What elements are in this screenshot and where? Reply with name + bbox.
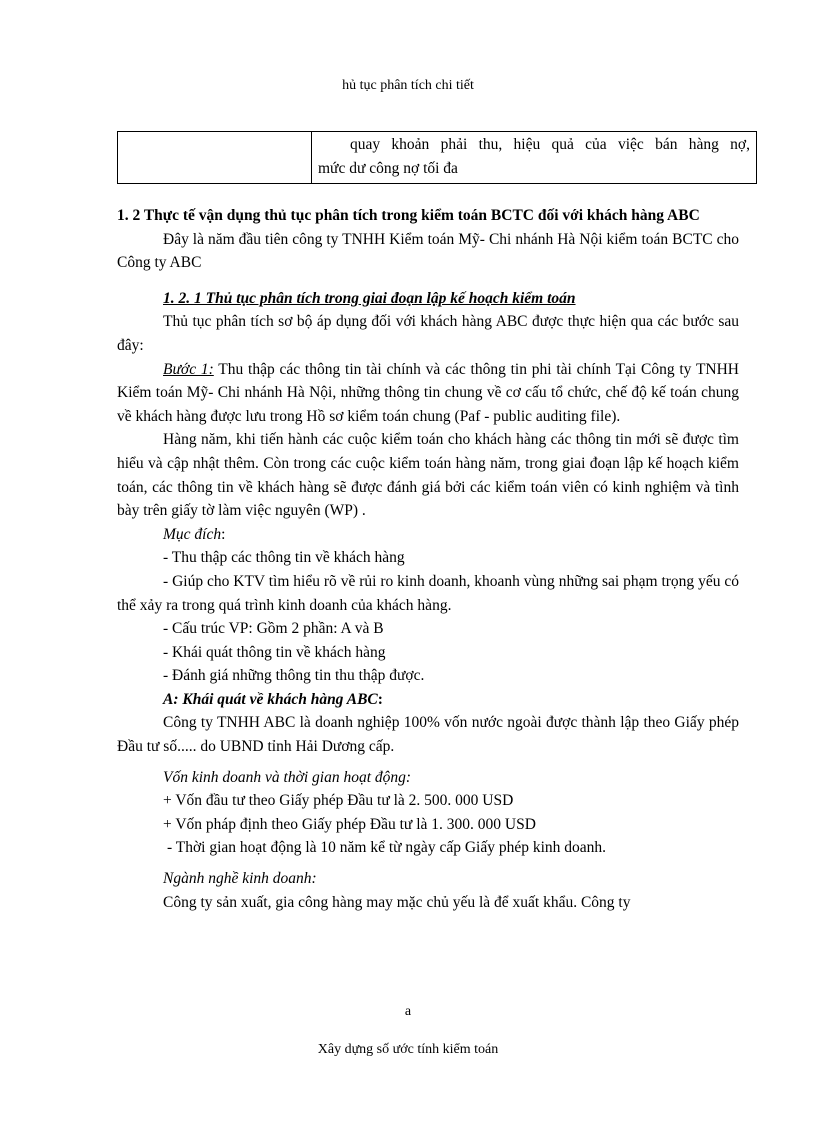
capital-item-1: + Vốn đầu tư theo Giấy phép Đầu tư là 2. 500. 000 USD — [163, 792, 514, 810]
continuation-table — [117, 131, 757, 184]
step-1-paragraph — [117, 358, 739, 429]
section-title-1-2: 1. 2 Thực tế vận dụng thủ tục phân tích trong kiểm toán BCTC đối với khách hàng ABC — [117, 207, 700, 224]
purpose-heading — [117, 523, 739, 547]
step-1-text: Thu thập các thông tin tài chính và các thông tin phi tài chính Tại Công ty TNHH Kiểm toán Mỹ- Chi nhánh Hà Nội, những thông tin chung về cơ cấu tổ chức, chế độ kế toán chung về khách hàng được lưu trong Hồ sơ kiểm toán chung (Paf - public auditing file). — [117, 360, 739, 425]
industry-paragraph: Công ty sản xuất, gia công hàng may mặc chủ yếu là để xuất khẩu. Công ty — [163, 893, 631, 911]
industry-label: Ngành nghề kinh doanh — [163, 870, 312, 888]
step-1-label: Bước 1: — [163, 360, 214, 378]
page-footer: Xây dựng số ước tính kiểm toán — [317, 1042, 499, 1057]
purpose-bullet-5: - Đánh giá những thông tin thu thập được. — [163, 667, 425, 685]
capital-label: Vốn kinh doanh và thời gian hoạt động — [163, 768, 406, 786]
table-cell-empty — [118, 132, 312, 184]
purpose-bullet-2: - Giúp cho KTV tìm hiểu rõ về rủi ro kinh doanh, khoanh vùng những sai phạm trọng yếu có thể xảy ra trong quá trình kinh doanh của khách hàng. — [117, 572, 739, 614]
table-cell-line-2: mức dư công nợ tối đa — [318, 160, 458, 177]
part-a-title: A: Khái quát về khách hàng ABC — [163, 690, 378, 708]
page-header: hủ tục phân tích chi tiết — [342, 78, 474, 93]
part-a-paragraph-1: Công ty TNHH ABC là doanh nghiệp 100% vốn nước ngoài được thành lập theo Giấy phép Đầu tư số..... do UBND tỉnh Hải Dương cấp. — [117, 714, 739, 756]
part-a-heading — [117, 688, 739, 712]
section-title-1-2-1: 1. 2. 1 Thủ tục phân tích trong giai đoạn lập kế hoạch kiểm toán — [163, 289, 576, 307]
table-row — [118, 132, 757, 184]
document-body — [117, 204, 739, 914]
capital-colon: : — [405, 768, 412, 786]
purpose-bullet-1: - Thu thập các thông tin về khách hàng — [163, 549, 405, 567]
purpose-label: Mục đích — [163, 525, 222, 543]
part-a-colon: : — [377, 690, 383, 708]
section-1-2-intro: Đây là năm đầu tiên công ty TNHH Kiểm toán Mỹ- Chi nhánh Hà Nội kiểm toán BCTC cho Công ty ABC — [117, 230, 739, 272]
industry-colon: : — [311, 870, 317, 888]
table-cell-text — [312, 132, 757, 184]
table-cell-line-1: quay khoản phải thu, hiệu quả của việc bán hàng nợ, — [350, 136, 750, 153]
page-mark: a — [404, 1004, 412, 1019]
capital-heading — [117, 766, 739, 790]
capital-item-2: + Vốn pháp định theo Giấy phép Đầu tư là 1. 300. 000 USD — [163, 815, 536, 833]
section-1-2-1-paragraph-1: Thủ tục phân tích sơ bộ áp dụng đối với khách hàng ABC được thực hiện qua các bước sau đây: — [117, 313, 739, 354]
purpose-colon: : — [221, 525, 226, 543]
capital-item-3: - Thời gian hoạt động là 10 năm kể từ ngày cấp Giấy phép kinh doanh. — [167, 839, 607, 857]
industry-heading — [117, 867, 739, 891]
section-1-2-1-paragraph-2: Hàng năm, khi tiến hành các cuộc kiểm toán cho khách hàng các thông tin mới sẽ được tìm hiểu và cập nhật thêm. Còn trong các cuộc kiểm toán hàng năm, trong giai đoạn lập kế hoạch kiểm toán, các thông tin về khách hàng sẽ được đánh giá bởi các kiểm toán viên có kinh nghiệm và tình bày trên giấy tờ làm việc nguyên (WP) . — [117, 431, 739, 520]
purpose-bullet-4: - Khái quát thông tin về khách hàng — [163, 643, 386, 661]
purpose-bullet-3: - Cấu trúc VP: Gồm 2 phần: A và B — [163, 620, 384, 638]
